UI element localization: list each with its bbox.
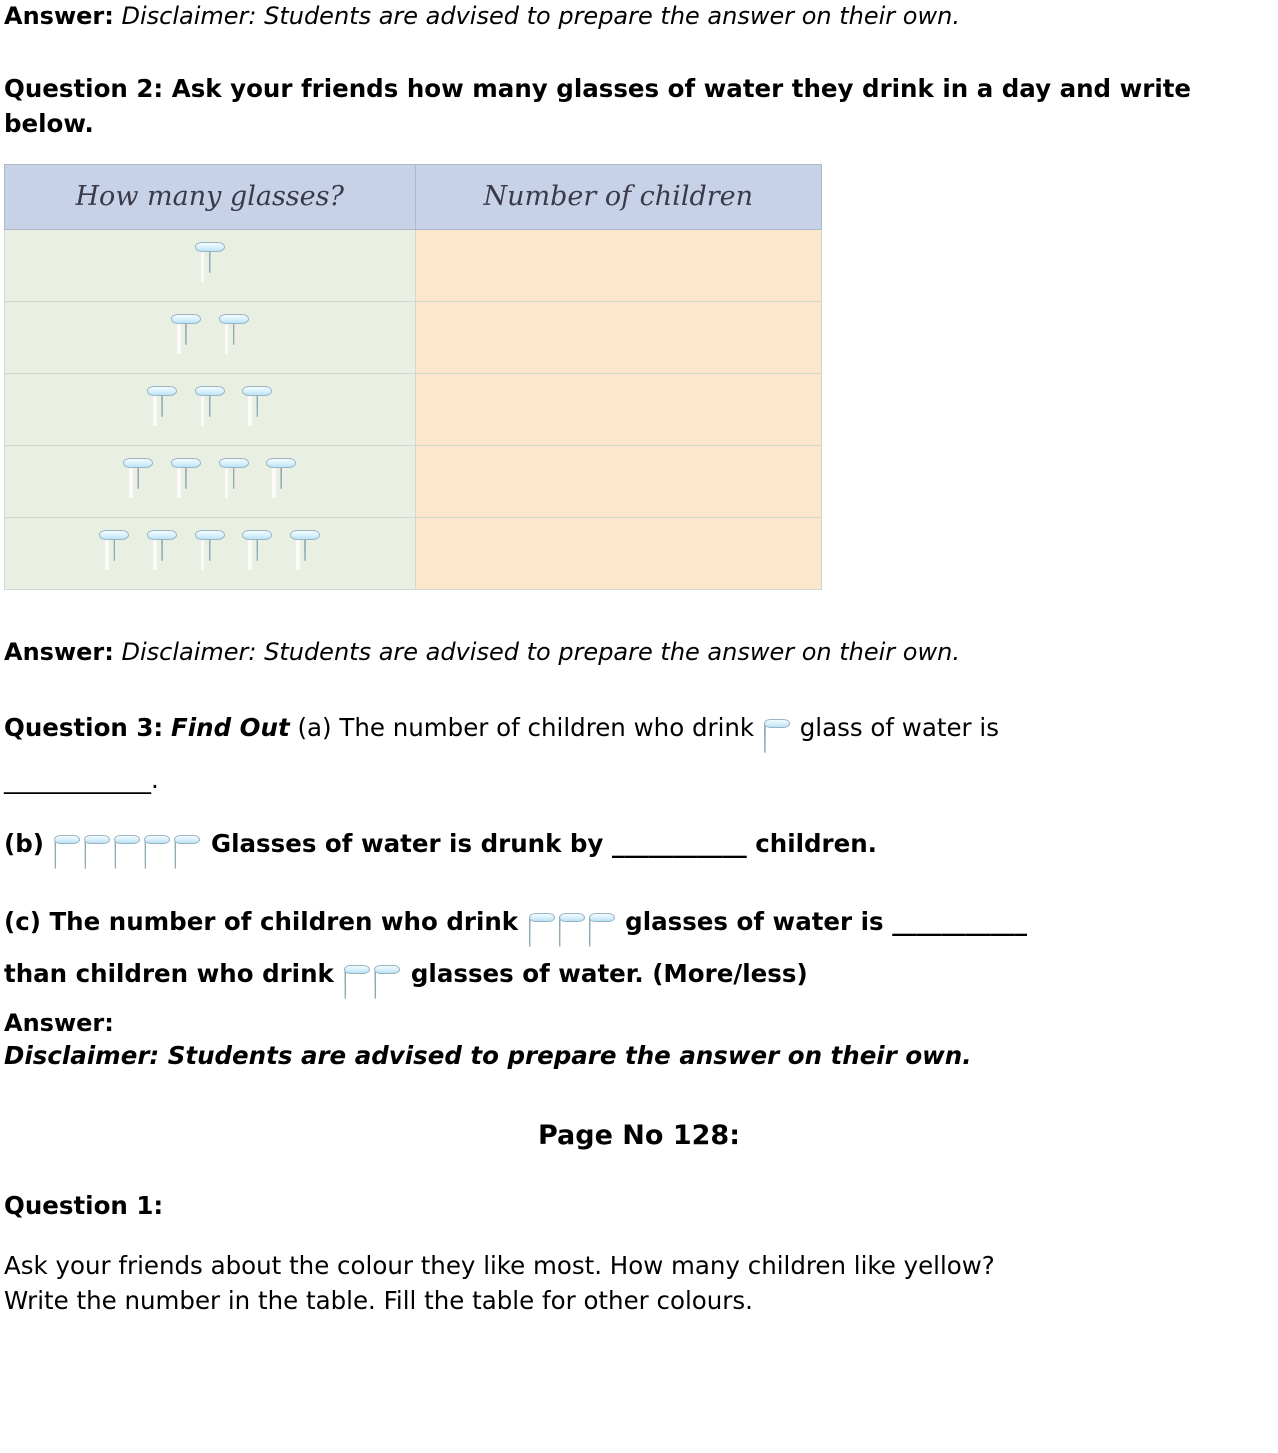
table-row [5, 446, 822, 518]
water-glass-icon [559, 913, 585, 955]
water-glass-icon [374, 965, 400, 1007]
table-cell-children-count[interactable] [415, 230, 822, 302]
table-body [5, 230, 822, 590]
question-2-label: Question 2: [4, 74, 164, 104]
table-cell-glasses [5, 518, 416, 590]
question-2 [4, 72, 1274, 142]
glasses-of-water-table [4, 164, 822, 590]
water-glass-icon [171, 314, 201, 362]
water-glass-icon [344, 965, 370, 1007]
table-row [5, 230, 822, 302]
answer-label-3: Answer: [4, 1008, 114, 1037]
question-3-label: Question 3: [4, 712, 164, 742]
part-c-line2-pre: than children who drink [4, 958, 334, 988]
water-glass-icon [54, 835, 80, 877]
table-cell-children-count[interactable] [415, 302, 822, 374]
water-glass-icon [144, 835, 170, 877]
spacer [4, 877, 1274, 903]
question-2-text: Ask your friends how many glasses of water they drink in a day and write below. [4, 74, 1192, 139]
water-glass-icon [219, 314, 249, 362]
spacer [4, 675, 1274, 709]
water-glass-icon [147, 386, 177, 434]
spacer [4, 590, 1274, 636]
table-header-glasses: How many glasses? [5, 164, 416, 229]
water-glass-icon [195, 386, 225, 434]
answer-disclaimer-bold: Disclaimer: Students are advised to prepare the answer on their own. [4, 1041, 972, 1071]
part-b-post: children. [755, 828, 877, 858]
part-c-pre: (c) The number of children who drink [4, 906, 519, 936]
table-row [5, 374, 822, 446]
question-3-part-a-blank: ____________. [4, 764, 159, 794]
part-c-blank: ___________ [892, 906, 1027, 936]
page-heading: Page No 128: [537, 1120, 741, 1152]
water-glass-icon [123, 458, 153, 506]
question-1-text-line-1: Ask your friends about the colour they like most. How many children like yellow? [4, 1250, 995, 1280]
water-glass-icon [99, 530, 129, 578]
find-out-label: Find Out [171, 712, 290, 742]
water-glass-icon [219, 458, 249, 506]
answer-disclaimer-text: Disclaimer: Students are advised to prepare the answer on their own. [121, 2, 960, 30]
answer-row-1 [4, 0, 1274, 32]
spacer [4, 1222, 1274, 1248]
answer-disclaimer-text: Disclaimer: Students are advised to prepare the answer on their own. [121, 638, 960, 667]
table-cell-glasses [5, 302, 416, 374]
table-row [5, 302, 822, 374]
table-cell-children-count[interactable] [415, 446, 822, 518]
question-3 [4, 709, 1274, 799]
question-1-label: Question 1: [4, 1190, 164, 1220]
water-glass-icon [242, 530, 272, 578]
table-header-row [5, 164, 822, 229]
spacer [4, 38, 1274, 72]
table-header-children: Number of children [415, 164, 822, 229]
table-cell-glasses [5, 230, 416, 302]
table-row [5, 518, 822, 590]
part-c-line2-mid: glasses of water. [410, 958, 644, 988]
water-glass-icon [171, 458, 201, 506]
water-glass-icon [242, 386, 272, 434]
part-c-mid: glasses of water is [625, 906, 884, 936]
question-3-part-b [4, 825, 1274, 877]
answer-label: Answer: [4, 638, 114, 667]
water-glass-icon [589, 913, 615, 955]
spacer [4, 1155, 1274, 1189]
question-3-part-a-mid: glass of water is [799, 712, 999, 742]
part-b-blank: ___________ [611, 828, 747, 858]
table-cell-glasses [5, 446, 416, 518]
water-glass-icon [84, 835, 110, 877]
question-3-part-a-pre: (a) The number of children who drink [297, 712, 755, 742]
water-glass-icon [195, 530, 225, 578]
table-cell-glasses [5, 374, 416, 446]
water-glass-icon [147, 530, 177, 578]
water-glass-icon [290, 530, 320, 578]
table-cell-children-count[interactable] [415, 518, 822, 590]
part-c-hint: (More/less) [652, 958, 808, 988]
table-cell-children-count[interactable] [415, 374, 822, 446]
water-glass-icon [764, 719, 790, 761]
question-3-part-c [4, 903, 1274, 1007]
water-glass-icon [174, 835, 200, 877]
water-glass-icon [195, 242, 225, 290]
water-glass-icon [114, 835, 140, 877]
part-b-label: (b) [4, 828, 44, 858]
answer-label: Answer: [4, 2, 114, 30]
spacer [4, 799, 1274, 825]
answer-row-2 [4, 636, 1274, 668]
part-b-mid: Glasses of water is drunk by [211, 828, 604, 858]
question-1-text-line-2: Write the number in the table. Fill the table for other colours. [4, 1286, 753, 1316]
water-glass-icon [266, 458, 296, 506]
water-glass-icon [529, 913, 555, 955]
spacer [4, 1072, 1274, 1118]
